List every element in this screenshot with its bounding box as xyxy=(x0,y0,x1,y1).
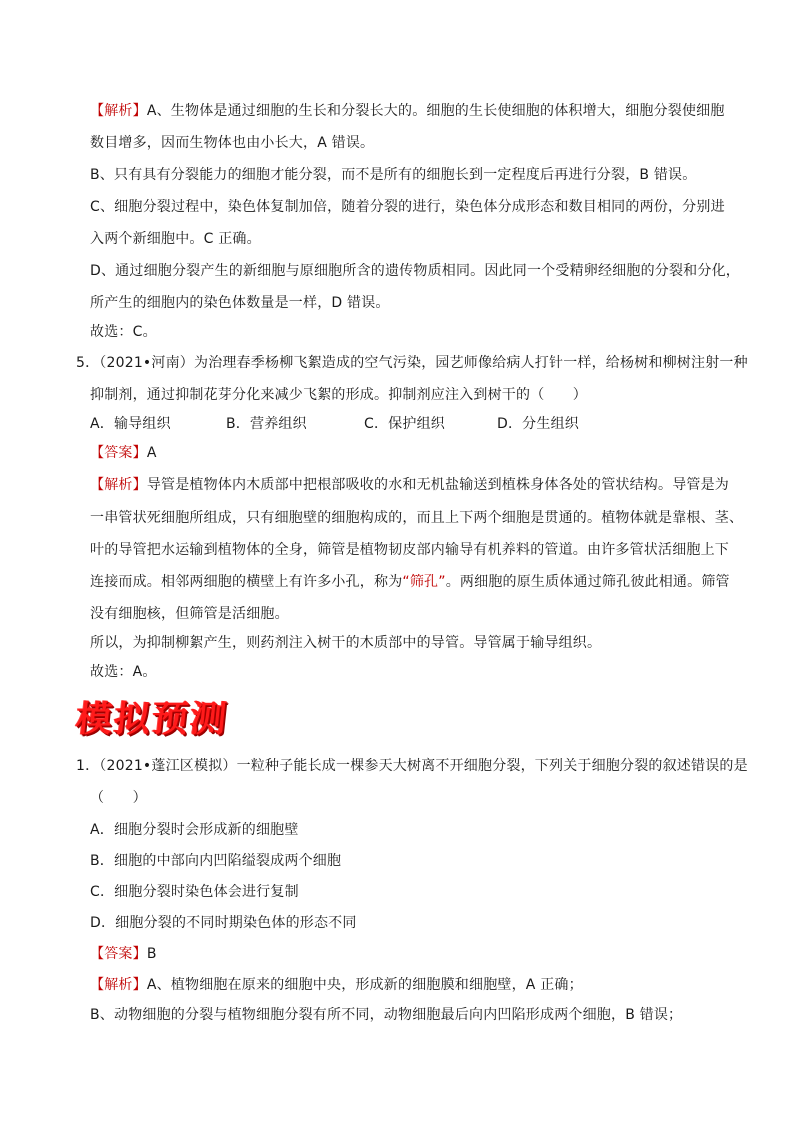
m1-answer-line xyxy=(90,944,157,964)
m1-option-b: B．细胞的中部向内凹陷缢裂成两个细胞 xyxy=(90,853,342,869)
q5-answer-line xyxy=(90,443,157,463)
q5-analysis-line-5: 没有细胞核，但筛管是活细胞。 xyxy=(90,606,289,622)
m1-answer-value: B xyxy=(146,946,157,962)
q4-analysis-line-1: 【解析】A、生物体是通过细胞的生长和分裂长大的。细胞的生长使细胞的体积增大，细胞分裂使细胞 xyxy=(90,103,725,119)
q4-analysis-line-7: 所产生的细胞内的染色体数量是一样，D 错误。 xyxy=(90,295,390,311)
q5-answer-value: A xyxy=(146,445,157,461)
q5-option-d: D．分生组织 xyxy=(497,416,579,432)
q5-analysis-line-4: 连接而成。相邻两细胞的横壁上有许多小孔，称为“筛孔”。两细胞的原生质体通过筛孔彼此相通。筛管 xyxy=(90,574,730,590)
q4-analysis-line-4: C、细胞分裂过程中，染色体复制加倍，随着分裂的进行，染色体分成形态和数目相同的两份，分别进 xyxy=(90,199,725,215)
m1-stem-line-2: （ ） xyxy=(90,790,147,806)
answer-tag: 【答案】 xyxy=(90,445,147,461)
m1-analysis-line-2: B、动物细胞的分裂与植物细胞分裂有所不同，动物细胞最后向内凹陷形成两个细胞，B 错误； xyxy=(90,1007,683,1023)
q4-analysis-line-3: B、只有具有分裂能力的细胞才能分裂，而不是所有的细胞长到一定程度后再进行分裂，B 错误。 xyxy=(90,167,697,183)
q5-analysis-line-6: 所以，为抑制柳絮产生，则药剂注入树干的木质部中的导管。导管属于输导组织。 xyxy=(90,635,602,651)
analysis-tag: 【解析】 xyxy=(90,477,147,493)
section-heading: 模拟预测 xyxy=(73,699,231,740)
analysis-tag: 【解析】 xyxy=(90,103,147,119)
q5-analysis-line-3: 叶的导管把水运输到植物体的全身，筛管是植物韧皮部内输导有机养料的管道。由许多管状活细胞上下 xyxy=(90,542,729,558)
m1-option-c: C．细胞分裂时染色体会进行复制 xyxy=(90,884,299,900)
answer-tag: 【答案】 xyxy=(90,946,147,962)
analysis-tag: 【解析】 xyxy=(90,977,147,993)
q4-analysis-line-5: 入两个新细胞中。C 正确。 xyxy=(90,231,261,247)
m1-analysis-line-1: 【解析】A、植物细胞在原来的细胞中央，形成新的细胞膜和细胞壁，A 正确； xyxy=(90,977,583,993)
q5-option-c: C．保护组织 xyxy=(364,416,445,432)
q5-option-b: B．营养组织 xyxy=(226,416,307,432)
q5-stem-line-2: 抑制剂，通过抑制花芽分化来减少飞絮的形成。抑制剂应注入到树干的（ ） xyxy=(90,387,587,403)
q4-analysis-line-2: 数目增多，因而生物体也由小长大，A 错误。 xyxy=(90,135,375,151)
q4-analysis-line-6: D、通过细胞分裂产生的新细胞与原细胞所含的遗传物质相同。因此同一个受精卵经细胞的分裂和分化， xyxy=(90,263,740,279)
q5-stem-line-1: 5．（2021•河南）为治理春季杨柳飞絮造成的空气污染，园艺师像给病人打针一样，给杨树和柳树注射一种 xyxy=(76,355,748,371)
q5-analysis-line-2: 一串管状死细胞所组成，只有细胞壁的细胞构成的，而且上下两个细胞是贯通的。植物体就是靠根、茎、 xyxy=(90,510,744,526)
q5-answer-line: 故选：A。 xyxy=(90,664,157,680)
m1-stem-line-1: 1．（2021•蓬江区模拟）一粒种子能长成一棵参天大树离不开细胞分裂，下列关于细胞分裂的叙述错误的是 xyxy=(76,758,748,774)
sieve-pore-term: “筛孔” xyxy=(402,574,446,590)
q5-option-a: A．输导组织 xyxy=(90,416,171,432)
q4-answer-line: 故选：C。 xyxy=(90,324,157,340)
m1-option-d: D．细胞分裂的不同时期染色体的形态不同 xyxy=(90,915,357,931)
q5-analysis-line-1: 【解析】导管是植物体内木质部中把根部吸收的水和无机盐输送到植株身体各处的管状结构。导管是为 xyxy=(90,477,730,493)
m1-option-a: A．细胞分裂时会形成新的细胞壁 xyxy=(90,822,299,838)
